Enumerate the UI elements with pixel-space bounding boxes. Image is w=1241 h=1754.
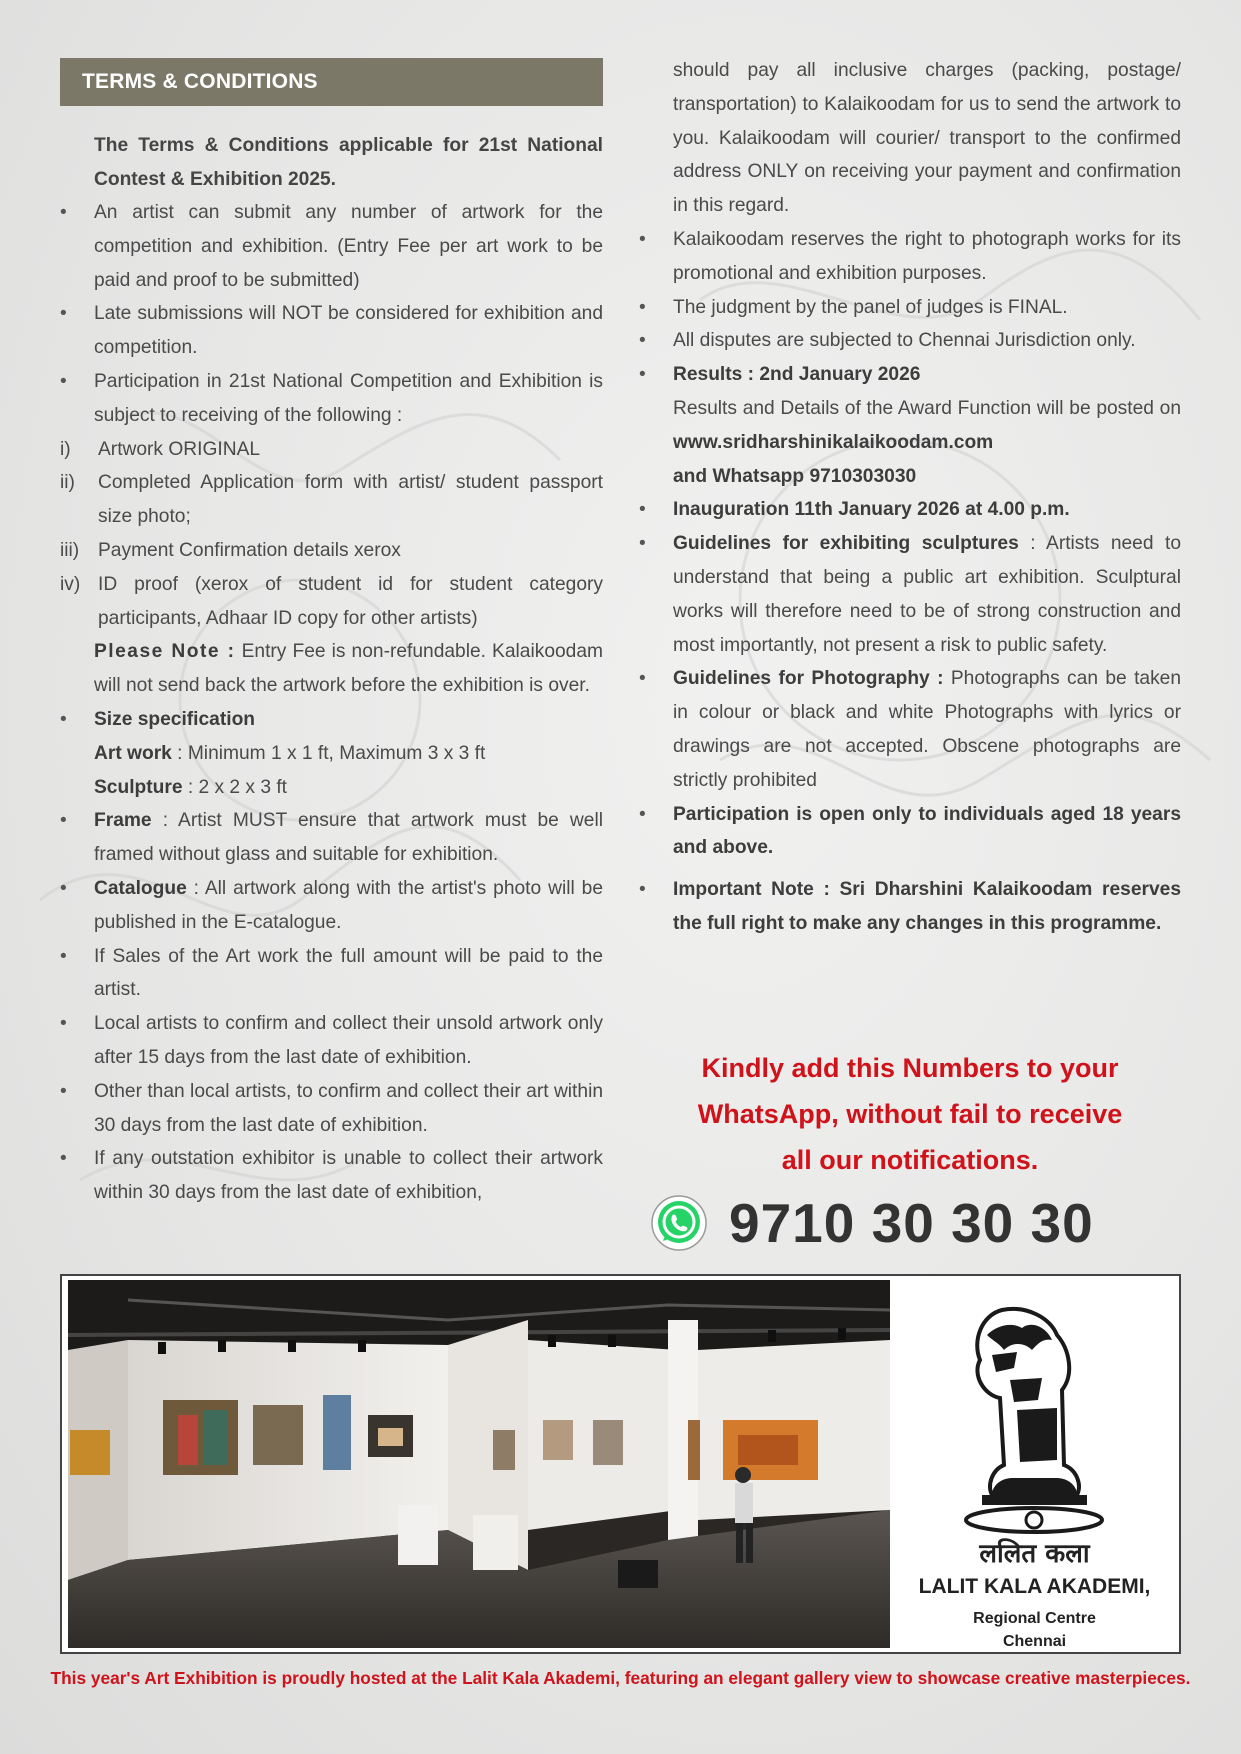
catalogue-label: Catalogue xyxy=(94,877,187,899)
item-number: iii) xyxy=(60,539,80,561)
term-text: Participation in 21st National Competition and Exhibition is subject to receiving of the following : xyxy=(94,370,603,426)
sculpture-guidelines-label: Guidelines for exhibiting sculptures xyxy=(673,533,1019,555)
list-item xyxy=(60,466,603,534)
term-text: Local artists to confirm and collect their unsold artwork only after 15 days from the last date of exhibition. xyxy=(94,1013,603,1068)
list-item xyxy=(60,568,603,636)
list-item xyxy=(639,358,1181,493)
list-item xyxy=(639,223,1181,291)
hindi-label: ललित कला xyxy=(979,1539,1090,1569)
akademi-name: LALIT KALA AKADEMI, xyxy=(918,1575,1151,1598)
note-label: Please Note : xyxy=(94,641,236,663)
cta-line: Kindly add this Numbers to your xyxy=(701,1053,1119,1083)
list-item xyxy=(639,798,1181,866)
list-item xyxy=(60,940,603,1008)
term-text: If any outstation exhibitor is unable to collect their artwork within 30 days from the last date of exhibition, xyxy=(94,1148,603,1204)
results-whatsapp: and Whatsapp 9710303030 xyxy=(673,465,917,487)
artwork-label: Art work xyxy=(94,742,172,764)
list-item xyxy=(60,297,603,365)
photo-guidelines-label: Guidelines for Photography : xyxy=(673,668,944,690)
list-item xyxy=(639,493,1181,527)
section-title: TERMS & CONDITIONS xyxy=(82,70,318,93)
term-text: Other than local artists, to confirm and collect their art within 30 days from the last date of exhibition. xyxy=(94,1080,603,1136)
item-number: i) xyxy=(60,438,71,460)
whatsapp-icon xyxy=(651,1195,707,1251)
gallery-frame xyxy=(60,1274,1181,1654)
list-item xyxy=(60,703,603,804)
whatsapp-call-to-action xyxy=(639,1045,1181,1183)
term-text: An artist can submit any number of artwork for the competition and exhibition. (Entry Fee per art work to be paid and proof to be submitted) xyxy=(94,202,603,291)
list-item xyxy=(639,662,1181,797)
lalit-kala-logo xyxy=(892,1280,1177,1648)
sculpture-guidelines-text: : Artists need to understand that being a public art exhibition. Sculptural works will therefore need to be of strong construction and most importantly, not present a risk to public safety. xyxy=(673,533,1181,656)
please-note xyxy=(94,635,603,703)
list-item xyxy=(60,804,603,872)
sculpture-value: : 2 x 2 x 3 ft xyxy=(182,776,288,798)
item-text: Payment Confirmation details xerox xyxy=(98,539,401,561)
frame-label: Frame xyxy=(94,810,152,832)
photo-guidelines-text: Photographs can be taken in colour or black and white Photographs with lyrics or drawings are not accepted. Obscene photographs are strictly prohibited xyxy=(673,668,1182,791)
inauguration-text: Inauguration 11th January 2026 at 4.00 p.m. xyxy=(673,499,1070,521)
term-text: Kalaikoodam reserves the right to photograph works for its promotional and exhibition purposes. xyxy=(673,228,1181,284)
whatsapp-number[interactable]: 9710 30 30 30 xyxy=(729,1192,1094,1254)
item-number: ii) xyxy=(60,472,75,494)
term-text: Late submissions will NOT be considered for exhibition and competition. xyxy=(94,303,603,359)
list-item xyxy=(60,534,603,568)
list-item xyxy=(60,433,603,467)
item-number: iv) xyxy=(60,573,81,595)
item-text: Artwork ORIGINAL xyxy=(98,438,261,460)
term-text: The judgment by the panel of judges is FINAL. xyxy=(673,296,1068,318)
cta-line: WhatsApp, without fail to receive xyxy=(697,1099,1123,1129)
terms-list-right xyxy=(639,54,1181,941)
sculpture-label: Sculpture xyxy=(94,776,183,798)
term-text: All disputes are subjected to Chennai Jurisdiction only. xyxy=(673,330,1136,352)
note-text: Entry Fee is non-refundable. Kalaikoodam will not send back the artwork before the exhibition is over. xyxy=(94,641,603,697)
cta-line: all our notifications. xyxy=(781,1145,1039,1175)
important-note: Important Note : Sri Dharshini Kalaikoodam reserves the full right to make any changes in this programme. xyxy=(673,879,1181,934)
gallery-photo xyxy=(68,1280,890,1648)
website-link[interactable]: www.sridharshinikalaikoodam.com xyxy=(673,431,994,453)
list-item xyxy=(60,365,603,703)
catalogue-text: : All artwork along with the artist's photo will be published in the E-catalogue. xyxy=(94,877,603,933)
section-header xyxy=(60,58,603,106)
whatsapp-contact xyxy=(651,1190,1094,1256)
artwork-value: : Minimum 1 x 1 ft, Maximum 3 x 3 ft xyxy=(171,742,486,764)
item-text: Completed Application form with artist/ student passport size photo; xyxy=(98,472,603,528)
size-title: Size specification xyxy=(94,708,256,730)
term-text: If Sales of the Art work the full amount will be paid to the artist. xyxy=(94,945,603,1001)
list-item xyxy=(639,873,1181,941)
akademi-city: Chennai xyxy=(1002,1633,1067,1650)
list-item-continued xyxy=(639,54,1181,223)
results-text: Results and Details of the Award Function will be posted on xyxy=(673,397,1181,419)
list-item xyxy=(60,1075,603,1143)
term-text: should pay all inclusive charges (packing, postage/ transportation) to Kalaikoodam for us to send the artwork to you. Kalaikoodam will courier/ transport to the confirmed address ONLY on receiving your payment and confirmation in this regard. xyxy=(673,60,1181,217)
participation-text: Participation is open only to individuals aged 18 years and above. xyxy=(673,803,1181,859)
intro-text: The Terms & Conditions applicable for 21st National Contest & Exhibition 2025. xyxy=(94,135,603,190)
terms-list-left xyxy=(60,196,603,1210)
frame-text: : Artist MUST ensure that artwork must be well framed without glass and suitable for exhibition. xyxy=(94,810,603,866)
list-item xyxy=(60,196,603,297)
akademi-subtitle: Regional Centre xyxy=(973,1610,1096,1627)
lion-capital-emblem xyxy=(892,1280,1177,1540)
list-item xyxy=(639,291,1181,325)
footer-note: This year's Art Exhibition is proudly hosted at the Lalit Kala Akademi, featuring an elegant gallery view to showcase creative masterpieces. xyxy=(50,1668,1191,1688)
list-item xyxy=(60,1007,603,1075)
list-item xyxy=(60,1142,603,1210)
item-text: ID proof (xerox of student id for student category participants, Adhaar ID copy for other artists) xyxy=(98,573,603,629)
list-item xyxy=(639,324,1181,358)
list-item xyxy=(60,872,603,940)
results-title: Results : 2nd January 2026 xyxy=(673,364,921,386)
requirements-list xyxy=(60,433,603,636)
list-item xyxy=(639,527,1181,662)
